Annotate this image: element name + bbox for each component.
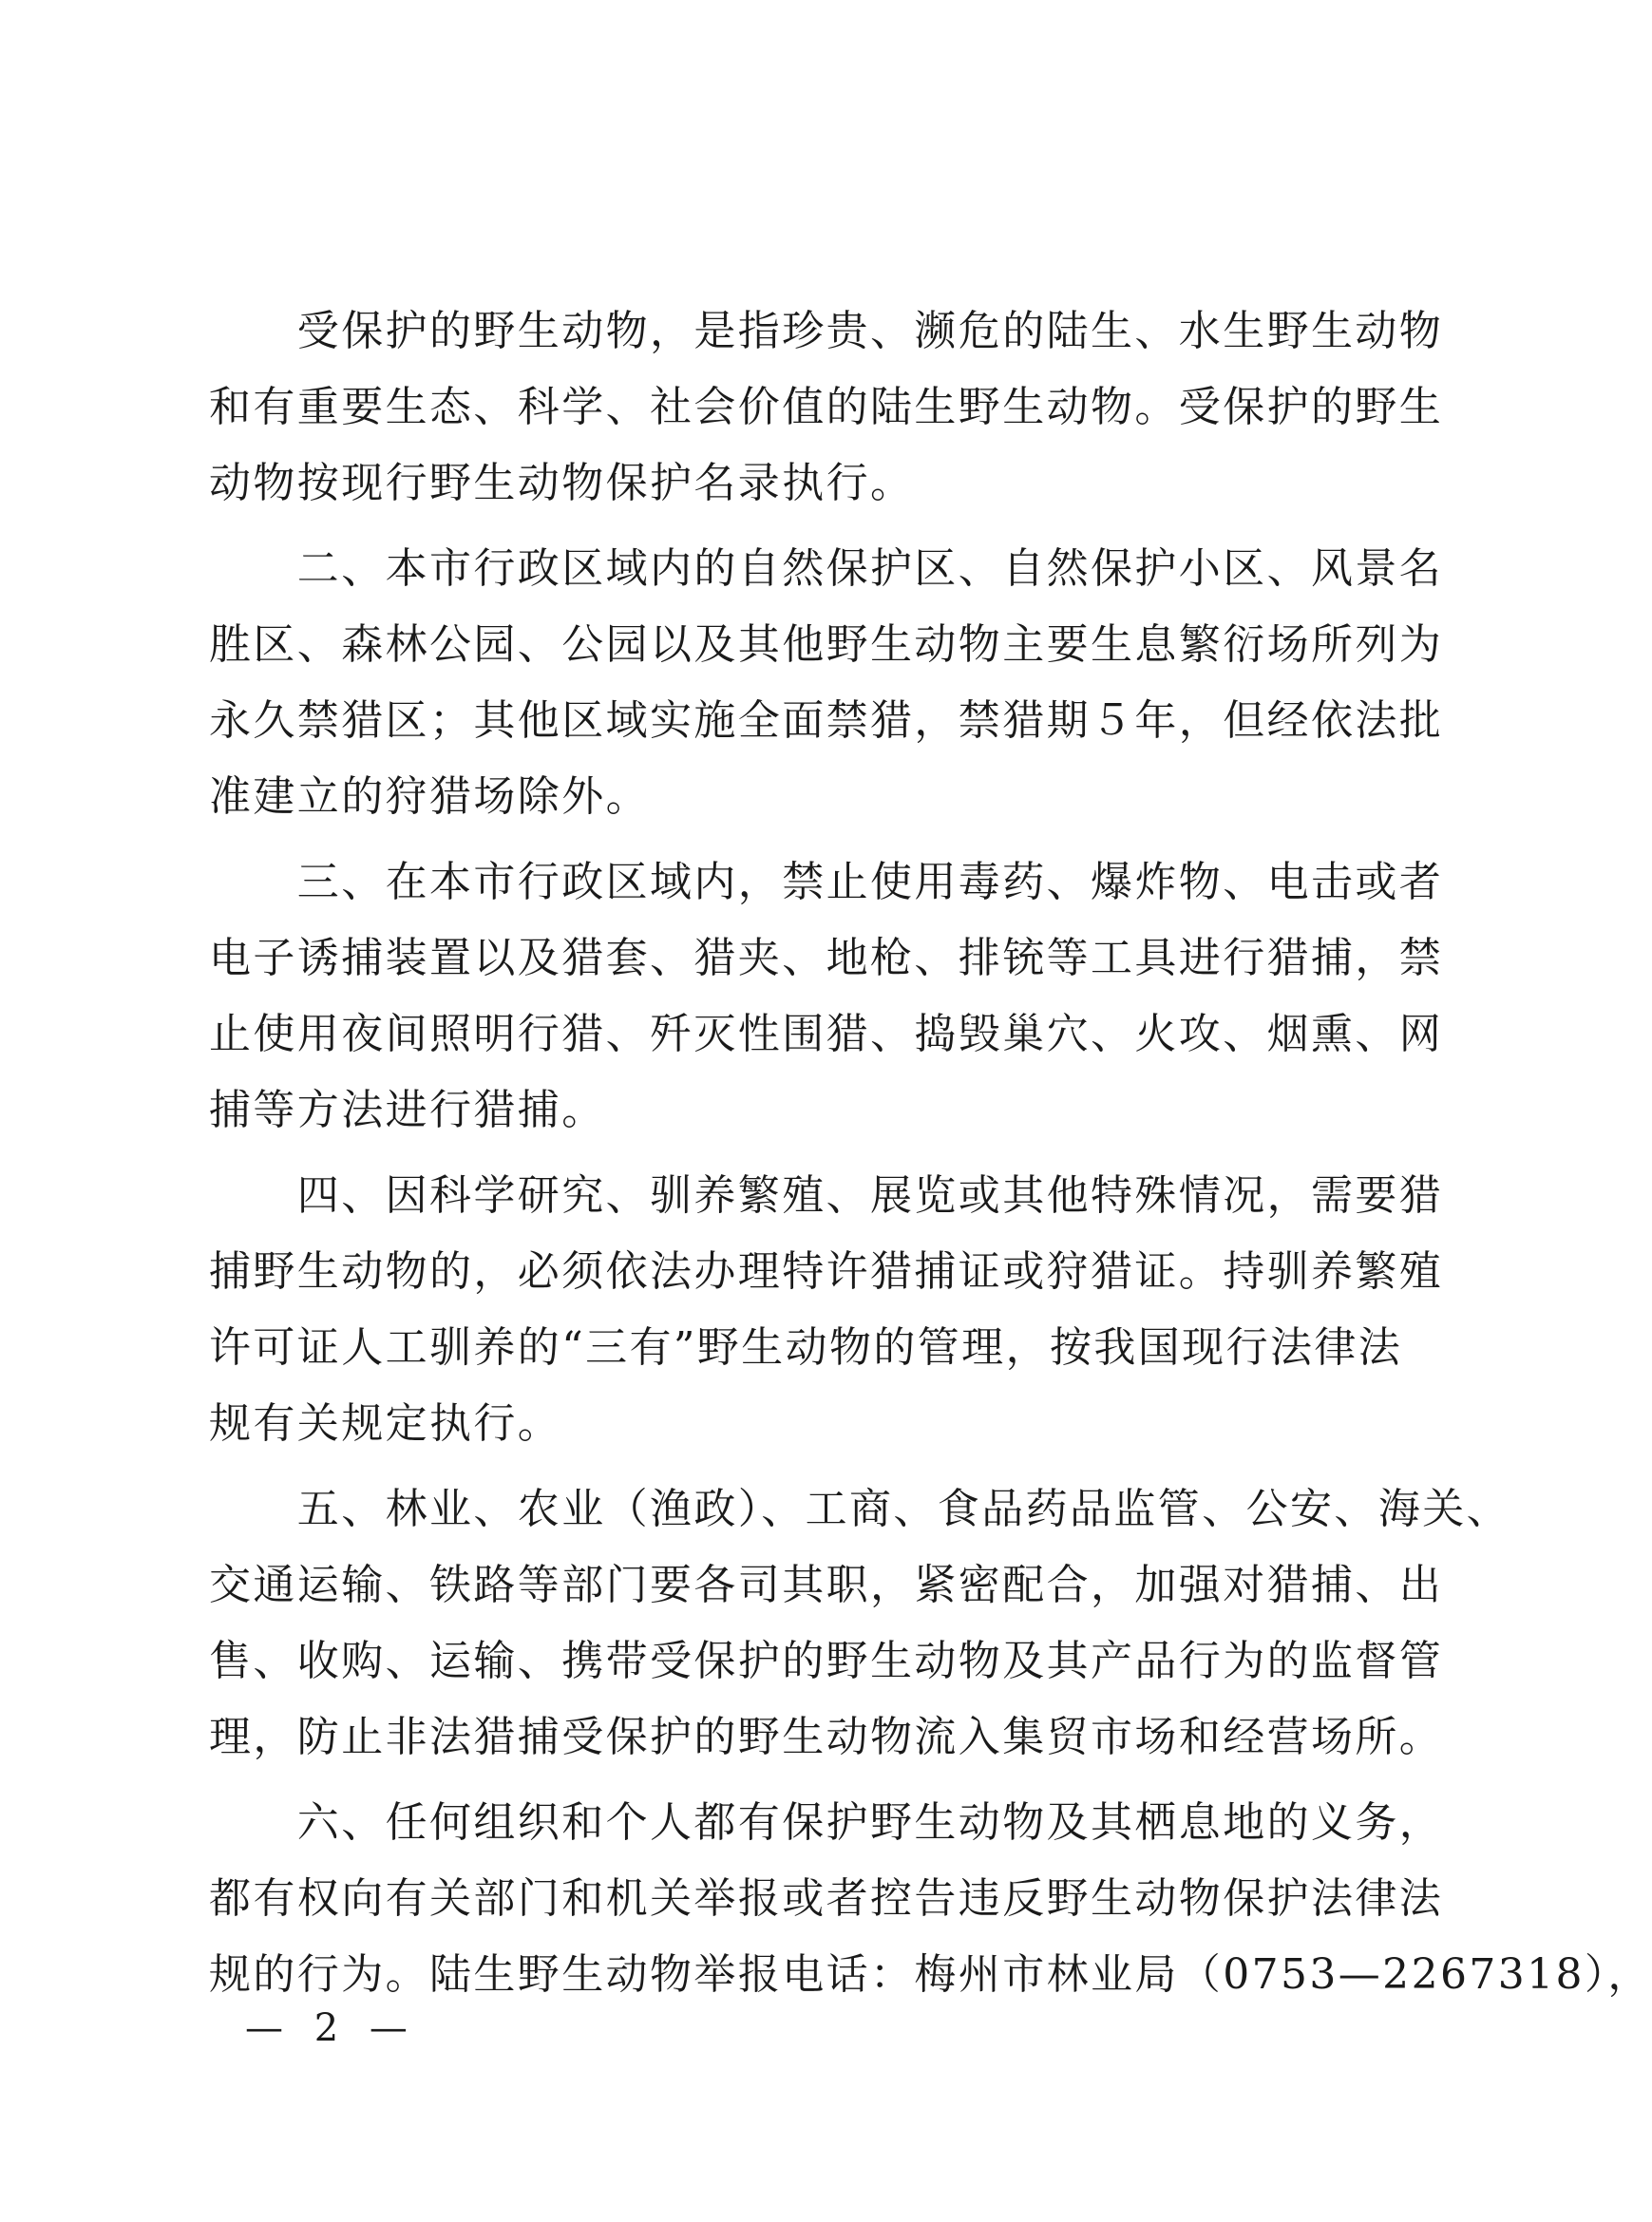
text-line: 永久禁猎区；其他区域实施全面禁猎，禁猎期５年，但经依法批 [209,696,1444,745]
text-line: 售、收购、运输、携带受保护的野生动物及其产品行为的监督管 [209,1637,1444,1685]
text-line: 三、在本市行政区域内，禁止使用毒药、爆炸物、电击或者 [209,858,1444,906]
text-line: 捕野生动物的，必须依法办理特许猎捕证或狩猎证。持驯养繁殖 [209,1247,1444,1296]
text-line: 五、林业、农业（渔政）、工商、食品药品监管、公安、海关、 [209,1485,1510,1533]
text-line: 动物按现行野生动物保护名录执行。 [209,459,915,507]
paragraph-protected-wildlife-definition [209,294,1444,522]
text-line: 规有关规定执行。 [209,1399,562,1448]
paragraph-item-4-special-permits [209,1158,1444,1462]
text-line: 胜区、森林公园、公园以及其他野生动物主要生息繁衍场所列为 [209,620,1444,669]
text-line: 止使用夜间照明行猎、歼灭性围猎、捣毁巢穴、火攻、烟熏、网 [209,1010,1444,1058]
paragraph-item-3-prohibited-methods [209,845,1444,1149]
text-line: 准建立的狩猎场除外。 [209,772,650,821]
text-line: 受保护的野生动物，是指珍贵、濒危的陆生、水生野生动物 [209,307,1444,355]
text-line: 规的行为。陆生野生动物举报电话：梅州市林业局（0753—2267318）， [209,1950,1652,1999]
text-line: 许可证人工驯养的“三有”野生动物的管理，按我国现行法律法 [209,1323,1403,1372]
paragraph-item-6-reporting-duty [209,1785,1652,2013]
paragraph-item-5-department-duties [209,1472,1510,1776]
text-line: 电子诱捕装置以及猎套、猎夹、地枪、排铳等工具进行猎捕，禁 [209,934,1444,982]
text-line: 捕等方法进行猎捕。 [209,1086,606,1134]
text-line: 交通运输、铁路等部门要各司其职，紧密配合，加强对猎捕、出 [209,1561,1444,1609]
page-number: — 2 — [245,2006,417,2050]
document-body [209,294,1652,2013]
text-line: 都有权向有关部门和机关举报或者控告违反野生动物保护法律法 [209,1874,1444,1923]
text-line: 和有重要生态、科学、社会价值的陆生野生动物。受保护的野生 [209,383,1444,431]
paragraph-item-2-hunting-ban-zones [209,531,1444,835]
text-line: 六、任何组织和个人都有保护野生动物及其栖息地的义务， [209,1798,1444,1847]
text-line: 理，防止非法猎捕受保护的野生动物流入集贸市场和经营场所。 [209,1713,1444,1761]
text-line: 四、因科学研究、驯养繁殖、展览或其他特殊情况，需要猎 [209,1171,1444,1220]
text-line: 二、本市行政区域内的自然保护区、自然保护小区、风景名 [209,544,1444,593]
